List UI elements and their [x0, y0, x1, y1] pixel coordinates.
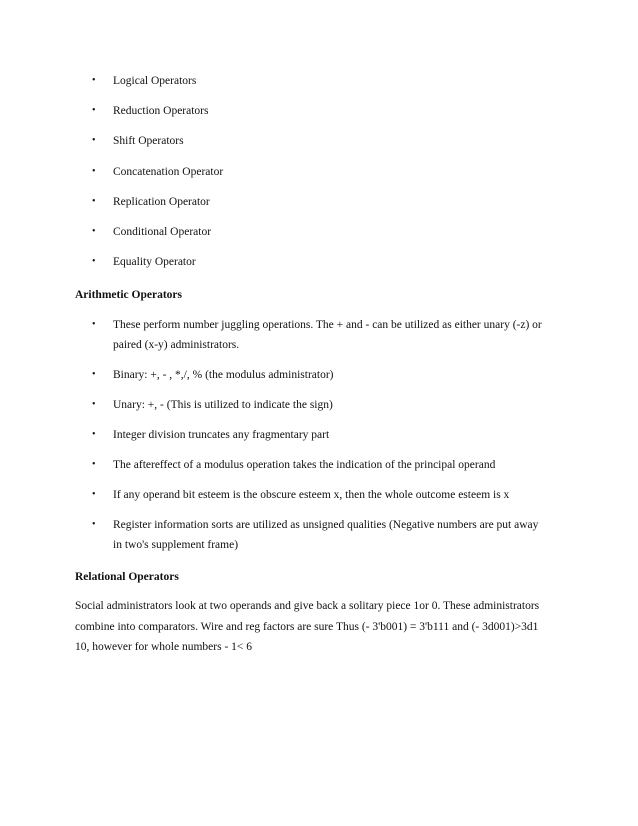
list-item-text: If any operand bit esteem is the obscure esteem x, then the whole outcome esteem is x	[113, 489, 510, 501]
relational-heading: Relational Operators	[75, 571, 179, 583]
bullet-icon: •	[92, 429, 96, 440]
list-item-text: The aftereffect of a modulus operation takes the indication of the principal operand	[113, 459, 496, 471]
list-item	[0, 192, 638, 212]
bullet-icon: •	[92, 256, 96, 268]
bullet-icon: •	[92, 369, 96, 380]
bullet-icon: •	[92, 319, 96, 330]
list-item	[0, 101, 638, 121]
list-item	[0, 315, 638, 355]
list-item-text: Equality Operator	[113, 256, 196, 269]
list-item	[0, 395, 638, 415]
bullet-icon: •	[92, 225, 96, 237]
list-item-text: Shift Operators	[113, 135, 184, 148]
arithmetic-heading: Arithmetic Operators	[75, 289, 182, 301]
list-item-text: Logical Operators	[113, 75, 197, 87]
bullet-icon: •	[92, 105, 96, 117]
list-item-text: Replication Operator	[113, 195, 210, 208]
list-item	[0, 252, 638, 272]
bullet-icon: •	[92, 135, 96, 147]
list-item	[0, 455, 638, 475]
bullet-icon: •	[92, 195, 96, 207]
list-item	[0, 222, 638, 242]
list-item	[0, 365, 638, 385]
list-item	[0, 485, 638, 505]
list-item	[0, 162, 638, 182]
list-item-text: Binary: +, - , *,/, % (the modulus administrator)	[113, 369, 334, 381]
relational-paragraph: Social administrators look at two operands and give back a solitary piece 1or 0. These administrators combine into comparators. Wire and reg factors are sure Thus (- 3'b001) = 3'b111 and (- 3d001)>3d1 10, however for whole numbers - 1< 6	[75, 600, 540, 653]
list-item-text: Unary: +, - (This is utilized to indicate the sign)	[113, 399, 333, 411]
list-item-text: Integer division truncates any fragmentary part	[113, 429, 330, 441]
bullet-icon: •	[92, 519, 96, 530]
list-item	[0, 515, 638, 555]
list-item	[0, 71, 638, 91]
bullet-icon: •	[92, 489, 96, 500]
list-item	[0, 131, 638, 151]
bullet-icon: •	[92, 399, 96, 410]
bullet-icon: •	[92, 459, 96, 470]
list-item-text: Register information sorts are utilized as unsigned qualities (Negative numbers are put away in two's supplement frame)	[113, 519, 539, 551]
list-item	[0, 425, 638, 445]
list-item-text: Conditional Operator	[113, 225, 212, 238]
bullet-icon: •	[92, 75, 96, 86]
bullet-icon: •	[92, 165, 96, 177]
operator-list	[0, 71, 638, 282]
arithmetic-list	[0, 315, 638, 565]
list-item-text: These perform number juggling operations. The + and - can be utilized as either unary (-z) or paired (x-y) administrators.	[113, 319, 542, 351]
list-item-text: Concatenation Operator	[113, 165, 224, 178]
list-item-text: Reduction Operators	[113, 105, 209, 118]
